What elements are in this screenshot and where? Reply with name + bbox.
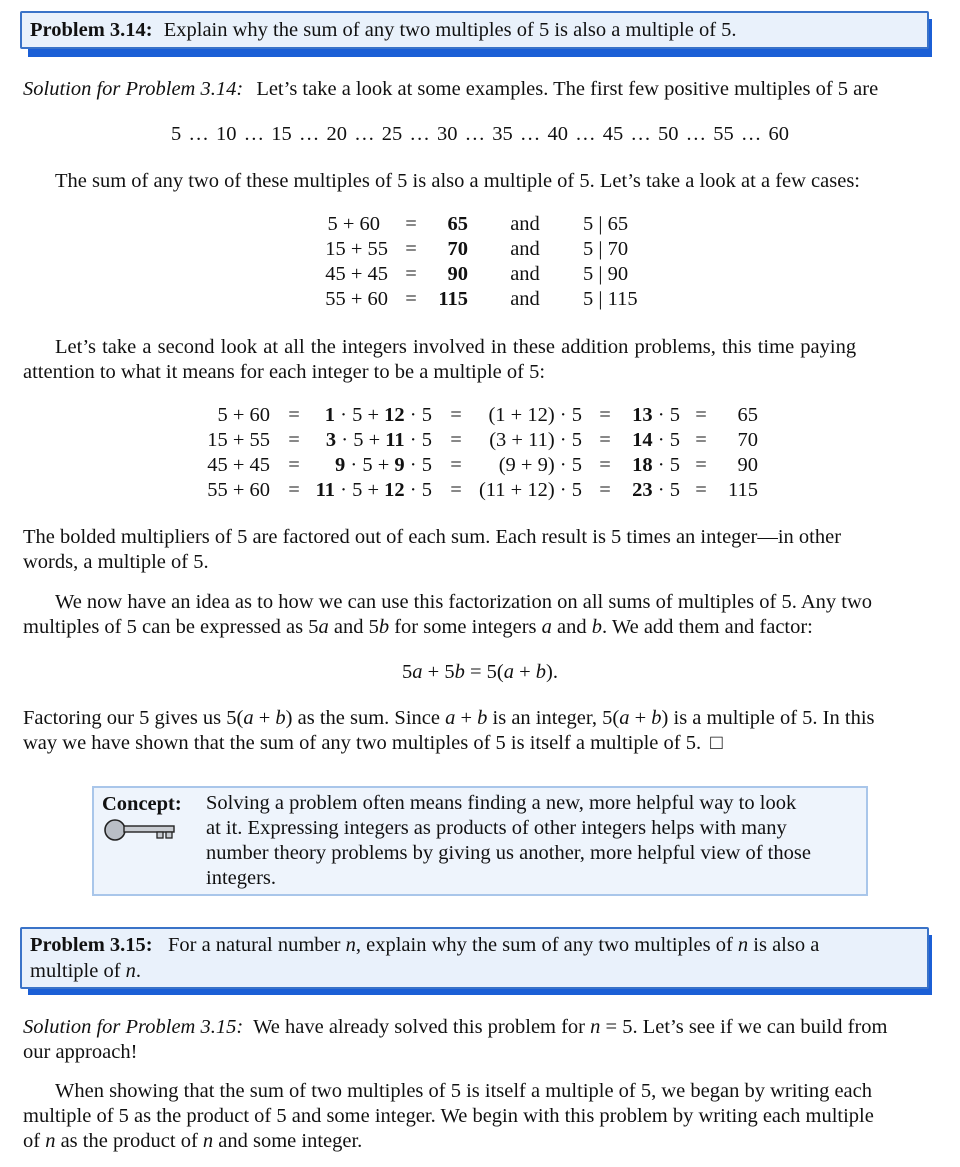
variable-b: b <box>591 616 603 638</box>
problem-3-15-label: Problem 3.15: <box>30 934 153 956</box>
multiplier-bold: 11 <box>385 429 405 451</box>
case-divides: 5 | 65 <box>583 213 629 235</box>
case-divides: 5 | 90 <box>583 263 629 285</box>
case-divides: 5 | 70 <box>583 238 629 260</box>
factor-grouped: (9 + 9) · 5 <box>498 454 582 476</box>
case-divides: 5 | 115 <box>583 288 638 310</box>
factor-dot: · 5 <box>404 429 432 451</box>
variable-a: a <box>503 661 514 683</box>
factor-dot: · 5 <box>652 454 680 476</box>
concept-box <box>92 786 868 896</box>
problem-3-14-text <box>30 17 737 43</box>
factor-product <box>620 453 680 478</box>
case-row <box>0 287 960 312</box>
variable-b: b <box>535 661 547 683</box>
text-run: = 5. Let’s see if we can build from <box>600 1016 888 1038</box>
text-run: for some integers <box>389 616 542 638</box>
factor-dot: · 5 <box>404 479 432 501</box>
multiplier-bold: 14 <box>632 429 653 451</box>
solution-3-14-intro <box>23 76 936 102</box>
case-equals: = <box>405 213 417 235</box>
paragraph-idea-2 <box>23 614 936 640</box>
factor-row <box>0 453 960 478</box>
case-result: 65 <box>447 213 468 235</box>
paragraph-factoring-1 <box>23 705 936 731</box>
text-run: and some integer. <box>213 1130 363 1152</box>
problem-3-15-box <box>20 927 929 989</box>
concept-label: Concept: <box>102 793 182 815</box>
case-expr: 15 + 55 <box>325 238 388 260</box>
factor-expr: 45 + 45 <box>207 454 270 476</box>
factor-equals: = <box>450 454 462 476</box>
multiplier-bold: 3 <box>325 429 337 451</box>
solution-3-14-label: Solution for Problem 3.14: <box>23 78 244 100</box>
paragraph-showing-2: multiple of 5 as the product of 5 and some integer. We begin with this problem by writing each multiple <box>23 1105 874 1127</box>
factor-dot: · 5 <box>652 479 680 501</box>
factor-row <box>0 428 960 453</box>
variable-a: a <box>445 707 456 729</box>
paragraph-cases-intro: The sum of any two of these multiples of 5 is also a multiple of 5. Let’s take a look at a few cases: <box>55 170 860 192</box>
text-run: We have already solved this problem for <box>253 1016 591 1038</box>
multiplier-bold: 9 <box>335 454 346 476</box>
factor-equals: = <box>288 429 300 451</box>
factor-expr: 55 + 60 <box>207 479 270 501</box>
factor-total: 115 <box>728 479 758 501</box>
factor-equation <box>0 659 960 685</box>
variable-a: a <box>243 707 254 729</box>
variable-n: n <box>45 1130 56 1152</box>
case-and: and <box>510 213 540 235</box>
factor-total: 70 <box>737 429 758 451</box>
multiplier-bold: 1 <box>324 404 336 426</box>
variable-n: n <box>202 1130 214 1152</box>
problem-3-15-line-2 <box>30 958 141 984</box>
text-run: multiples of 5 can be expressed as 5 <box>23 616 319 638</box>
factor-row <box>0 403 960 428</box>
factor-equals: = <box>695 479 707 501</box>
text-run: and <box>551 616 592 638</box>
variable-a: a <box>412 661 423 683</box>
variable-b: b <box>651 707 662 729</box>
variable-n: n <box>345 934 356 956</box>
multiplier-bold: 11 <box>315 479 336 501</box>
text-run: For a natural number <box>167 934 346 956</box>
case-and: and <box>510 263 540 285</box>
eq-part: = 5( <box>464 661 504 683</box>
factor-equals: = <box>695 454 707 476</box>
variable-a: a <box>541 616 552 638</box>
factor-equals: = <box>450 404 462 426</box>
text-run: . We add them and factor: <box>602 616 813 638</box>
factor-product <box>620 428 680 453</box>
factor-total: 65 <box>737 404 758 426</box>
factor-sum-of-multiples <box>305 478 432 503</box>
paragraph-second-look-2: attention to what it means for each integer to be a multiple of 5: <box>23 361 546 383</box>
factor-expr: 5 + 60 <box>217 404 270 426</box>
problem-3-14-statement: Explain why the sum of any two multiples of 5 is also a multiple of 5. <box>163 19 737 41</box>
text-run: + <box>455 707 478 729</box>
variable-a: a <box>318 616 329 638</box>
factor-product <box>620 403 680 428</box>
multiplier-bold: 13 <box>632 404 653 426</box>
variable-b: b <box>275 707 286 729</box>
text-run: , explain why the sum of any two multiples of <box>355 934 738 956</box>
factor-dot: · 5 + <box>336 429 386 451</box>
factor-equals: = <box>450 479 462 501</box>
text-run: of <box>23 1130 46 1152</box>
concept-text <box>206 791 811 891</box>
concept-line: at it. Expressing integers as products of other integers helps with many <box>206 817 787 839</box>
multiplier-bold: 18 <box>632 454 653 476</box>
factor-equals: = <box>599 479 611 501</box>
concept-line: Solving a problem often means finding a new, more helpful way to look <box>206 792 797 814</box>
text-run: + <box>629 707 652 729</box>
multiplier-bold: 12 <box>384 404 405 426</box>
paragraph-showing-1: When showing that the sum of two multiples of 5 is itself a multiple of 5, we began by writing each <box>55 1080 872 1102</box>
factor-equals: = <box>695 404 707 426</box>
text-run: as the product of <box>55 1130 203 1152</box>
multiples-list: 5 … 10 … 15 … 20 … 25 … 30 … 35 … 40 … 45 … 50 … 55 … 60 <box>171 123 789 145</box>
problem-3-14-box <box>20 11 929 49</box>
problem-3-14-label: Problem 3.14: <box>30 19 153 41</box>
factor-equals: = <box>599 404 611 426</box>
multiplier-bold: 9 <box>394 454 405 476</box>
factor-dot: · 5 <box>404 404 432 426</box>
key-icon <box>103 818 179 842</box>
factor-equals: = <box>599 454 611 476</box>
concept-line: number theory problems by giving us another, more helpful view of those <box>206 842 811 864</box>
case-expr: 5 + 60 <box>327 213 380 235</box>
factor-grouped: (1 + 12) · 5 <box>488 404 582 426</box>
factor-dot: · 5 <box>652 429 680 451</box>
factor-dot: · 5 + <box>335 479 385 501</box>
variable-b: b <box>477 707 488 729</box>
text-run: . <box>135 960 142 982</box>
factor-sum-of-multiples <box>305 453 432 478</box>
case-equals: = <box>405 238 417 260</box>
text-run: way we have shown that the sum of any two multiples of 5 is itself a multiple of 5. <box>23 732 702 754</box>
factor-dot: · 5 + <box>335 404 385 426</box>
factor-equals: = <box>288 479 300 501</box>
case-result: 70 <box>447 238 468 260</box>
eq-part: ). <box>546 661 558 683</box>
factor-equals: = <box>450 429 462 451</box>
solution-3-15-line-1 <box>23 1014 936 1040</box>
case-equals: = <box>405 288 417 310</box>
paragraph-idea-1: We now have an idea as to how we can use this factorization on all sums of multiples of 5. Any two <box>55 591 873 613</box>
factor-dot: · 5 + <box>345 454 395 476</box>
eq-part: 5 <box>402 661 413 683</box>
case-and: and <box>510 238 540 260</box>
paragraph-factoring-2 <box>23 730 936 756</box>
factor-equals: = <box>695 429 707 451</box>
paragraph-bolded-2: words, a multiple of 5. <box>23 551 209 573</box>
factor-row <box>0 478 960 503</box>
eq-part: + 5 <box>422 661 455 683</box>
case-equals: = <box>405 263 417 285</box>
case-result: 115 <box>438 288 468 310</box>
factor-sum-of-multiples <box>305 428 432 453</box>
text-run: Factoring our 5 gives us 5( <box>23 707 244 729</box>
factor-sum-of-multiples <box>305 403 432 428</box>
case-row <box>0 262 960 287</box>
variable-n: n <box>737 934 749 956</box>
factor-dot: · 5 <box>652 404 680 426</box>
variable-b: b <box>378 616 390 638</box>
problem-3-15-line-1 <box>30 932 819 958</box>
variable-n: n <box>125 960 136 982</box>
factor-expr: 15 + 55 <box>207 429 270 451</box>
text-run: is also a <box>748 934 820 956</box>
factor-dot: · 5 <box>404 454 432 476</box>
solution-3-15-line-2: our approach! <box>23 1041 138 1063</box>
case-expr: 45 + 45 <box>325 263 388 285</box>
text-run: multiple of <box>30 960 126 982</box>
factor-product <box>620 478 680 503</box>
text-run: ) is a multiple of 5. In this <box>661 707 875 729</box>
factor-grouped: (11 + 12) · 5 <box>478 479 582 501</box>
text-run: + <box>253 707 276 729</box>
text-run: is an integer, 5( <box>487 707 620 729</box>
multiplier-bold: 12 <box>384 479 405 501</box>
case-row <box>0 212 960 237</box>
case-and: and <box>510 288 540 310</box>
factor-equals: = <box>288 454 300 476</box>
variable-b: b <box>454 661 465 683</box>
concept-line: integers. <box>206 867 277 889</box>
case-result: 90 <box>447 263 468 285</box>
multiplier-bold: 23 <box>632 479 653 501</box>
solution-3-15-label: Solution for Problem 3.15: <box>23 1016 244 1038</box>
qed-symbol: □ <box>710 732 723 754</box>
text-run: and 5 <box>328 616 379 638</box>
variable-a: a <box>619 707 630 729</box>
eq-part: + <box>513 661 536 683</box>
factor-equals: = <box>288 404 300 426</box>
paragraph-second-look-1: Let’s take a second look at all the integers involved in these addition problems, this time paying <box>55 336 857 358</box>
case-expr: 55 + 60 <box>325 288 388 310</box>
factor-equals: = <box>599 429 611 451</box>
text-run: ) as the sum. Since <box>285 707 446 729</box>
factor-total: 90 <box>737 454 758 476</box>
case-row <box>0 237 960 262</box>
paragraph-showing-3 <box>23 1128 936 1154</box>
variable-n: n <box>590 1016 601 1038</box>
solution-3-14-intro-text: Let’s take a look at some examples. The first few positive multiples of 5 are <box>256 78 879 100</box>
paragraph-bolded-1: The bolded multipliers of 5 are factored out of each sum. Each result is 5 times an integer—in other <box>23 526 842 548</box>
factor-grouped: (3 + 11) · 5 <box>489 429 582 451</box>
